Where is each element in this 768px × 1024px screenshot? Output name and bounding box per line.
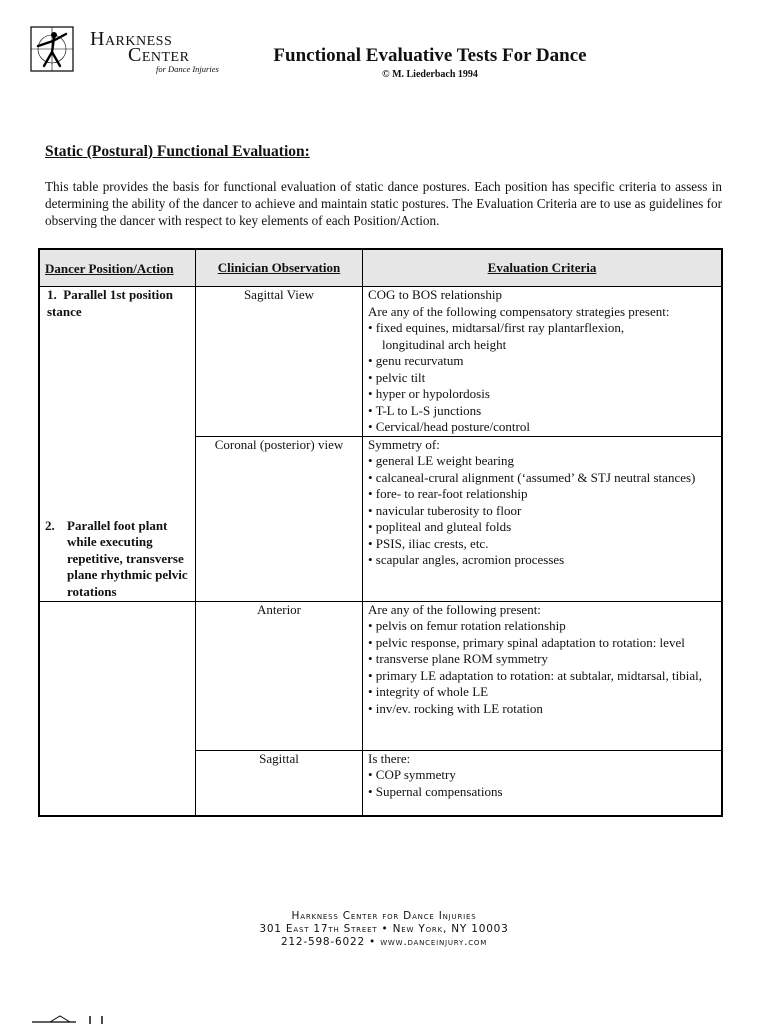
dancer-logo-icon bbox=[30, 26, 74, 72]
criteria-line: • pelvic tilt bbox=[368, 369, 426, 385]
intro-paragraph: This table provides the basis for functional evaluation of static dance postures. Each position has specific criteria to assess in determining the ability of the dancer to achieve and maintain static postures. The Evaluation Criteria are to use as guidelines for observing the dancer with respect to key elements of each Position/Action. bbox=[45, 179, 722, 228]
criteria-cell bbox=[363, 601, 723, 750]
criteria-line: Symmetry of: bbox=[368, 436, 440, 452]
criteria-line: • primary LE adaptation to rotation: at subtalar, midtarsal, tibial, bbox=[368, 667, 702, 683]
criteria-cell bbox=[363, 436, 723, 601]
criteria-cell bbox=[363, 287, 723, 437]
criteria-line: • navicular tuberosity to floor bbox=[368, 502, 522, 518]
logo-subtitle: for Dance Injuries bbox=[156, 64, 219, 74]
position-label: Parallel 1st position stance bbox=[47, 287, 174, 319]
criteria-line: • integrity of whole LE bbox=[368, 684, 489, 699]
criteria-line: Is there: bbox=[368, 750, 411, 766]
section-heading: Static (Postural) Functional Evaluation: bbox=[45, 143, 310, 160]
criteria-line: • scapular angles, acromion processes bbox=[368, 552, 565, 567]
table-row bbox=[39, 601, 722, 750]
criteria-line: • inv/ev. rocking with LE rotation bbox=[368, 700, 543, 716]
criteria-cell bbox=[363, 750, 723, 816]
criteria-line: COG to BOS relationship bbox=[368, 287, 502, 302]
copyright-line: © M. Liederbach 1994 bbox=[382, 69, 478, 80]
harkness-logo bbox=[30, 24, 230, 80]
document-title: Functional Evaluative Tests For Dance bbox=[273, 45, 587, 66]
criteria-line: • genu recurvatum bbox=[368, 353, 464, 368]
criteria-line: Are any of the following compensatory strategies present: bbox=[368, 303, 670, 319]
table-row bbox=[39, 287, 722, 437]
position-number: 1. bbox=[47, 287, 57, 302]
next-page-logo-fragment-icon bbox=[30, 1014, 110, 1024]
criteria-line: • pelvic response, primary spinal adaptation to rotation: level bbox=[368, 634, 685, 650]
evaluation-table bbox=[38, 248, 723, 817]
header-dancer-position: Dancer Position/Action bbox=[39, 249, 196, 287]
criteria-line: • T-L to L-S junctions bbox=[368, 402, 482, 418]
criteria-line: • COP symmetry bbox=[368, 767, 456, 782]
criteria-line: • Cervical/head posture/control bbox=[368, 419, 530, 434]
criteria-line: • fore- to rear-foot relationship bbox=[368, 486, 528, 501]
criteria-line: longitudinal arch height bbox=[382, 336, 507, 352]
position-number: 2. bbox=[45, 517, 55, 533]
criteria-line: • PSIS, iliac crests, etc. bbox=[368, 535, 489, 551]
observation-cell: Coronal (posterior) view bbox=[196, 436, 363, 601]
criteria-line: • transverse plane ROM symmetry bbox=[368, 651, 549, 666]
header-clinician-observation: Clinician Observation bbox=[196, 249, 363, 287]
criteria-line: • hyper or hypolordosis bbox=[368, 386, 490, 401]
criteria-line: Are any of the following present: bbox=[368, 601, 541, 617]
criteria-line: • pelvis on femur rotation relationship bbox=[368, 618, 566, 633]
criteria-line: • popliteal and gluteal folds bbox=[368, 519, 512, 534]
footer-contact: 212-598-6022 • www.danceinjury.com bbox=[280, 936, 488, 948]
logo-text-harkness: Harkness bbox=[90, 28, 173, 50]
logo-text-center: Center bbox=[128, 44, 190, 66]
header-evaluation-criteria: Evaluation Criteria bbox=[363, 249, 723, 287]
observation-cell: Sagittal View bbox=[196, 287, 363, 437]
footer-address: 301 East 17th Street • New York, NY 10003 bbox=[259, 923, 509, 935]
position-cell-2 bbox=[39, 517, 196, 816]
criteria-line: • calcaneal-crural alignment (‘assumed’ & STJ neutral stances) bbox=[368, 469, 696, 485]
criteria-line: • Supernal compensations bbox=[368, 783, 503, 799]
criteria-line: • fixed equines, midtarsal/first ray plantarflexion, bbox=[368, 320, 625, 335]
criteria-line: • general LE weight bearing bbox=[368, 453, 515, 468]
table-header-row bbox=[39, 249, 722, 287]
observation-cell: Sagittal bbox=[196, 750, 363, 816]
footer-organization: Harkness Center for Dance Injuries bbox=[291, 910, 477, 922]
position-label: Parallel foot plant while executing repetitive, transverse plane rhythmic pelvic rotations bbox=[67, 517, 188, 599]
observation-cell: Anterior bbox=[196, 601, 363, 750]
